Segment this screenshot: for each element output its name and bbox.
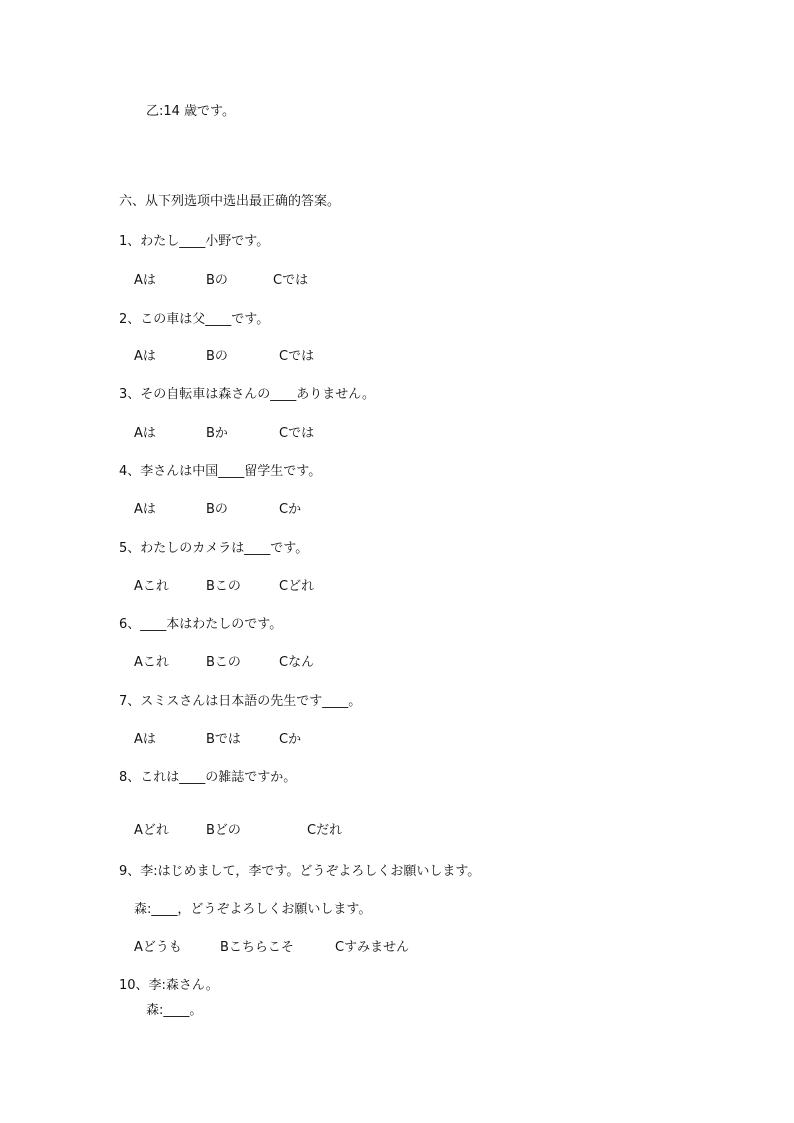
q3-option-b: Bか: [206, 426, 228, 441]
question-2: 2、この車は父____です。: [119, 312, 270, 327]
q5-option-b: Bこの: [206, 579, 241, 594]
q9-option-a: Aどうも: [134, 940, 182, 955]
q7-option-c: Cか: [279, 732, 302, 747]
q8-option-a: Aどれ: [134, 823, 169, 838]
q9-option-c: Cすみません: [335, 940, 410, 955]
q7-option-a: Aは: [134, 732, 156, 747]
q2-option-c: Cでは: [279, 349, 315, 364]
q6-option-a: Aこれ: [134, 655, 169, 670]
q6-option-b: Bこの: [206, 655, 241, 670]
q9-option-b: Bこちらこそ: [220, 940, 294, 955]
q1-option-b: Bの: [206, 273, 228, 288]
q1-option-a: Aは: [134, 273, 156, 288]
question-7: 7、スミスさんは日本語の先生です____。: [119, 694, 362, 709]
question-1: 1、わたし____小野です。: [119, 234, 270, 249]
q8-option-b: Bどの: [206, 823, 241, 838]
question-9-reply: 森:____，どうぞよろしくお願いします。: [134, 902, 372, 917]
q4-option-a: Aは: [134, 502, 156, 517]
q3-option-a: Aは: [134, 426, 156, 441]
question-9: 9、李:はじめまして，李です。どうぞよろしくお願いします。: [119, 864, 481, 879]
q2-option-b: Bの: [206, 349, 228, 364]
question-4: 4、李さんは中国____留学生です。: [119, 464, 322, 479]
q8-option-c: Cだれ: [307, 823, 343, 838]
q5-option-a: Aこれ: [134, 579, 169, 594]
question-5: 5、わたしのカメラは____です。: [119, 541, 309, 556]
answer-line: 乙:14 歳です。: [146, 104, 236, 119]
question-10: 10、李:森さん。: [119, 978, 219, 993]
q7-option-b: Bでは: [206, 732, 241, 747]
q3-option-c: Cでは: [279, 426, 315, 441]
q1-option-c: Cでは: [273, 273, 309, 288]
q5-option-c: Cどれ: [279, 579, 315, 594]
question-10-reply: 森:____。: [146, 1003, 203, 1018]
question-6: 6、____本はわたしのです。: [119, 617, 283, 632]
question-3: 3、その自転車は森さんの____ありません。: [119, 387, 376, 402]
q6-option-c: Cなん: [279, 655, 315, 670]
section-title: 六、从下列选项中选出最正确的答案。: [119, 194, 341, 209]
q2-option-a: Aは: [134, 349, 156, 364]
q4-option-b: Bの: [206, 502, 228, 517]
question-8: 8、これは____の雑誌ですか。: [119, 770, 297, 785]
q4-option-c: Cか: [279, 502, 302, 517]
